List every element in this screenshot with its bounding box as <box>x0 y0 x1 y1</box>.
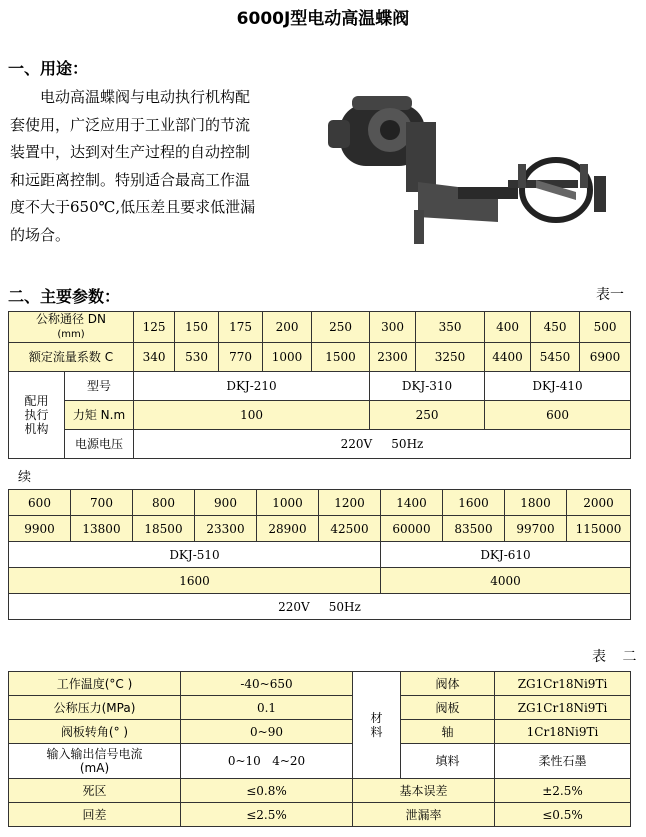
dn-cell: 2000 <box>567 490 631 516</box>
cv-cell: 3250 <box>416 343 485 372</box>
torque-header: 力矩 N.m <box>65 401 134 430</box>
cv-cell: 42500 <box>319 516 381 542</box>
cv-cell: 99700 <box>505 516 567 542</box>
dn-cell: 150 <box>175 312 219 343</box>
error-value: ±2.5% <box>495 779 631 803</box>
model-cell: DKJ-310 <box>370 372 485 401</box>
part-label: 轴 <box>401 720 495 744</box>
part-label: 填料 <box>401 744 495 779</box>
usage-text: 电动高温蝶阀与电动执行机构配套使用，广泛应用于工业部门的节流装置中，达到对生产过程的自动控制和远距离控制。特别适合最高工作温度不大于650℃,低压差且要求低泄漏的场合。 <box>10 88 256 244</box>
signal-label: 输入输出信号电流 (mA) <box>9 744 181 779</box>
torque-cell: 250 <box>370 401 485 430</box>
power-cell: 220V 50Hz <box>134 430 631 459</box>
cv-header: 额定流量系数 C <box>9 343 134 372</box>
dn-cell: 125 <box>134 312 175 343</box>
model-cell: DKJ-410 <box>485 372 631 401</box>
params-table-2 <box>8 489 631 620</box>
section-usage-heading: 一、用途： <box>8 59 89 78</box>
leak-label: 泄漏率 <box>353 803 495 827</box>
model-header: 型号 <box>65 372 134 401</box>
params-table-3 <box>8 671 631 827</box>
dn-cell: 300 <box>370 312 416 343</box>
part-label: 阀体 <box>401 672 495 696</box>
cv-cell: 1000 <box>263 343 312 372</box>
angle-label: 阀板转角(° ) <box>9 720 181 744</box>
valve-illustration <box>318 72 638 247</box>
dn-cell: 1400 <box>381 490 443 516</box>
dn-cell: 200 <box>263 312 312 343</box>
dn-cell: 1000 <box>257 490 319 516</box>
dn-cell: 1600 <box>443 490 505 516</box>
torque-cell: 100 <box>134 401 370 430</box>
part-label: 阀板 <box>401 696 495 720</box>
dn-header: 公称通径 DN (mm) <box>9 312 134 343</box>
deadzone-label: 死区 <box>9 779 181 803</box>
dn-cell: 700 <box>71 490 133 516</box>
torque-cell: 1600 <box>9 568 381 594</box>
power-header: 电源电压 <box>65 430 134 459</box>
cv-cell: 770 <box>219 343 263 372</box>
params-table-1 <box>8 311 631 459</box>
hysteresis-value: ≤2.5% <box>181 803 353 827</box>
dn-cell: 500 <box>580 312 631 343</box>
dn-cell: 600 <box>9 490 71 516</box>
deadzone-value: ≤0.8% <box>181 779 353 803</box>
temp-label: 工作温度(°C ) <box>9 672 181 696</box>
cv-cell: 60000 <box>381 516 443 542</box>
material-value: ZG1Cr18Ni9Ti <box>495 672 631 696</box>
cv-cell: 6900 <box>580 343 631 372</box>
dn-cell: 900 <box>195 490 257 516</box>
temp-value: -40~650 <box>181 672 353 696</box>
torque-cell: 4000 <box>381 568 631 594</box>
material-value: 1Cr18Ni9Ti <box>495 720 631 744</box>
cv-cell: 23300 <box>195 516 257 542</box>
table2-label: 表 二 <box>592 649 643 665</box>
table1-label: 表一 <box>596 287 624 303</box>
dn-cell: 800 <box>133 490 195 516</box>
signal-value: 0~10 4~20 <box>181 744 353 779</box>
cv-cell: 340 <box>134 343 175 372</box>
power-cell: 220V 50Hz <box>9 594 631 620</box>
cv-cell: 13800 <box>71 516 133 542</box>
pressure-label: 公称压力(MPa) <box>9 696 181 720</box>
cv-cell: 115000 <box>567 516 631 542</box>
material-header: 材料 <box>353 672 401 779</box>
error-label: 基本误差 <box>353 779 495 803</box>
page-title: 6000J型电动高温蝶阀 <box>236 9 410 29</box>
model-cell: DKJ-210 <box>134 372 370 401</box>
model-cell: DKJ-510 <box>9 542 381 568</box>
cv-cell: 5450 <box>531 343 580 372</box>
torque-cell: 600 <box>485 401 631 430</box>
cv-cell: 1500 <box>312 343 370 372</box>
dn-cell: 1200 <box>319 490 381 516</box>
cv-cell: 4400 <box>485 343 531 372</box>
cv-cell: 28900 <box>257 516 319 542</box>
dn-cell: 350 <box>416 312 485 343</box>
dn-cell: 1800 <box>505 490 567 516</box>
cv-cell: 18500 <box>133 516 195 542</box>
cv-cell: 9900 <box>9 516 71 542</box>
model-cell: DKJ-610 <box>381 542 631 568</box>
section-params-heading: 二、主要参数： <box>8 287 121 306</box>
actuator-header: 配用执行机构 <box>9 372 65 459</box>
cv-cell: 530 <box>175 343 219 372</box>
material-value: 柔性石墨 <box>495 744 631 779</box>
material-value: ZG1Cr18Ni9Ti <box>495 696 631 720</box>
pressure-value: 0.1 <box>181 696 353 720</box>
dn-cell: 400 <box>485 312 531 343</box>
angle-value: 0~90 <box>181 720 353 744</box>
dn-cell: 175 <box>219 312 263 343</box>
dn-cell: 250 <box>312 312 370 343</box>
cv-cell: 2300 <box>370 343 416 372</box>
leak-value: ≤0.5% <box>495 803 631 827</box>
hysteresis-label: 回差 <box>9 803 181 827</box>
cv-cell: 83500 <box>443 516 505 542</box>
continued-label: 续 <box>18 470 32 485</box>
dn-cell: 450 <box>531 312 580 343</box>
